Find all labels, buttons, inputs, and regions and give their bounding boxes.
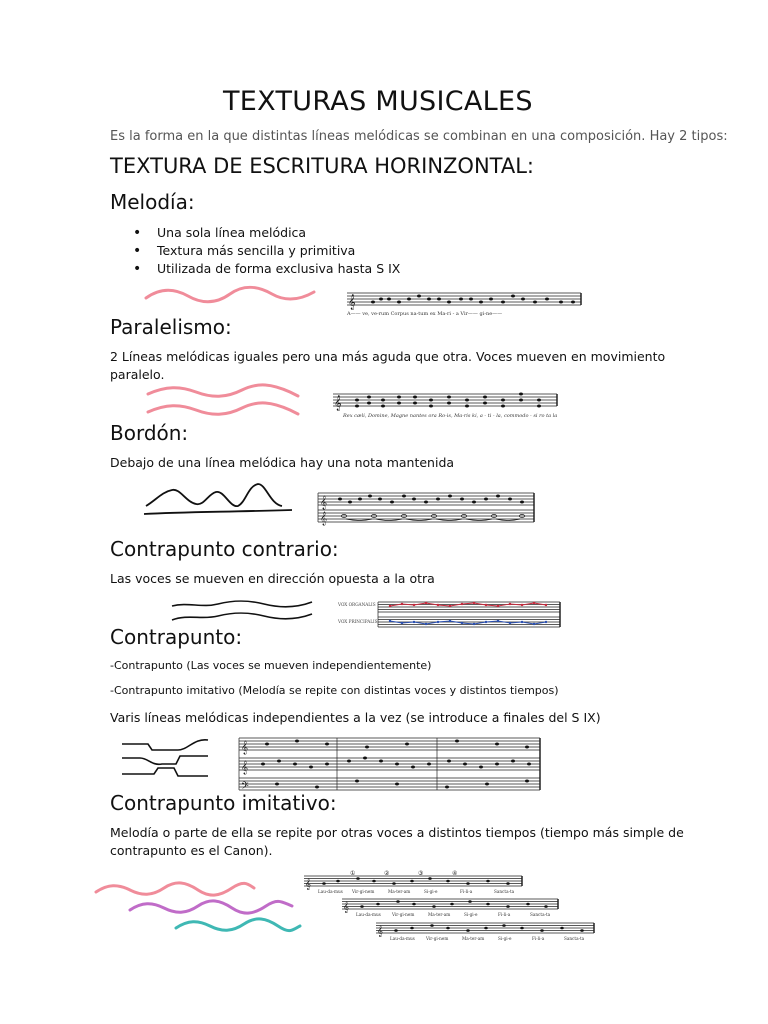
svg-text:𝄞: 𝄞 — [377, 926, 383, 937]
contrapunto-item-1: -Contrapunto (Las voces se mueven independientemente) — [110, 659, 432, 672]
paralelismo-lyrics: Rex cæli, Domine, Magne nantes ora Ro-is, Ma-ris ki, a - ti - la, commodo - si ro ta la — [343, 413, 558, 419]
melodia-heading: Melodía: — [110, 190, 195, 214]
round-lyric: Ma-ter-am — [462, 936, 485, 941]
contrapunto-heading: Contrapunto: — [110, 625, 243, 649]
round-lyric: Vir-gi-nem — [352, 889, 375, 894]
svg-text:𝄞: 𝄞 — [305, 879, 311, 890]
contrapunto-item-2: -Contrapunto imitativo (Melodía se repite con distintas voces y distintos tiempos) — [110, 684, 559, 697]
svg-text:𝄞: 𝄞 — [320, 495, 328, 509]
round-lyric: Lau-da-mus — [390, 936, 415, 941]
page-title: TEXTURAS MUSICALES — [223, 86, 533, 117]
round-lyric: Lau-da-mus — [356, 912, 381, 917]
paralelismo-text — [110, 348, 665, 384]
melodia-lyrics: A—— ve, ve-rum Corpus na-tum ex Ma-ri - a Vir—— gi-ne—— — [347, 311, 503, 317]
paralelismo-wave-drawing — [140, 380, 310, 420]
svg-text:𝄞: 𝄞 — [241, 740, 249, 754]
contrapunto-line-drawing — [118, 736, 218, 784]
bordon-score — [318, 491, 536, 523]
melodia-wave-drawing — [140, 284, 320, 308]
round-lyric: Sancta-ta — [564, 936, 585, 941]
round-lyric: Lau-da-mus — [318, 889, 343, 894]
round-lyric: Si-gi-e — [498, 936, 512, 941]
round-lyric: Vir-gi-nem — [392, 912, 415, 917]
round-mark: ④ — [452, 870, 458, 877]
svg-text:𝄞: 𝄞 — [343, 902, 349, 913]
contrapunto-contrario-text: Las voces se mueven en dirección opuesta a la otra — [110, 571, 435, 586]
round-mark: ① — [350, 870, 356, 877]
contrario-score — [338, 600, 563, 628]
round-lyric: Sancta-ta — [530, 912, 551, 917]
contrapunto-imitativo-text-line: Melodía o parte de ella se repite por otras voces a distintos tiempos (tiempo más simple de — [110, 825, 684, 840]
svg-text:𝄞: 𝄞 — [334, 396, 342, 411]
round-lyric: Si-gi-e — [464, 912, 478, 917]
contrapunto-score — [237, 736, 542, 794]
contrario-line-drawing — [168, 598, 318, 624]
round-lyric: Ma-ter-am — [428, 912, 451, 917]
paralelismo-heading: Paralelismo: — [110, 315, 232, 339]
paralelismo-text-line: 2 Líneas melódicas iguales pero una más aguda que otra. Voces mueven en movimiento — [110, 349, 666, 364]
melodia-bullet-list — [133, 224, 400, 278]
contrapunto-text: Varis líneas melódicas independientes a la vez (se introduce a finales del S IX) — [110, 710, 601, 725]
svg-text:𝄞: 𝄞 — [348, 295, 356, 310]
svg-text:𝄢: 𝄢 — [241, 780, 249, 794]
voice-label-bottom: VOX PRINCIPALIS — [338, 619, 378, 624]
contrapunto-contrario-heading: Contrapunto contrario: — [110, 537, 339, 561]
round-mark: ② — [384, 870, 390, 877]
round-lyric: Fi-li-a — [532, 936, 545, 941]
voice-label-top: VOX ORGANALIS — [338, 602, 376, 607]
round-lyric: Sancta-ta — [494, 889, 515, 894]
contrapunto-imitativo-heading: Contrapunto imitativo: — [110, 791, 337, 815]
round-mark: ③ — [418, 870, 424, 877]
contrapunto-imitativo-text-line: contrapunto es el Canon). — [110, 843, 273, 858]
svg-text:𝄞: 𝄞 — [320, 511, 328, 525]
intro-text: Es la forma en la que distintas líneas melódicas se combinan en una composición. Hay 2 tipos: — [110, 129, 728, 144]
round-lyric: Vir-gi-nem — [426, 936, 449, 941]
paralelismo-text-line: paralelo. — [110, 367, 165, 382]
contrapunto-imitativo-text — [110, 824, 684, 860]
round-lyric: Fi-li-a — [498, 912, 511, 917]
list-item: • Textura más sencilla y primitiva — [133, 242, 400, 260]
bordon-line-drawing — [142, 480, 297, 520]
paralelismo-score — [333, 392, 559, 422]
list-item: • Utilizada de forma exclusiva hasta S IX — [133, 260, 400, 278]
bordon-heading: Bordón: — [110, 421, 189, 445]
imitativo-score — [302, 868, 598, 944]
round-lyric: Si-gi-e — [424, 889, 438, 894]
svg-text:𝄞: 𝄞 — [241, 760, 249, 774]
bordon-text: Debajo de una línea melódica hay una nota mantenida — [110, 455, 455, 470]
melodia-score — [347, 291, 583, 319]
imitativo-wave-drawing — [92, 876, 307, 938]
list-item: • Una sola línea melódica — [133, 224, 400, 242]
section-heading: TEXTURA DE ESCRITURA HORINZONTAL: — [110, 154, 535, 178]
round-lyric: Fi-li-a — [460, 889, 473, 894]
round-lyric: Ma-ter-am — [388, 889, 411, 894]
